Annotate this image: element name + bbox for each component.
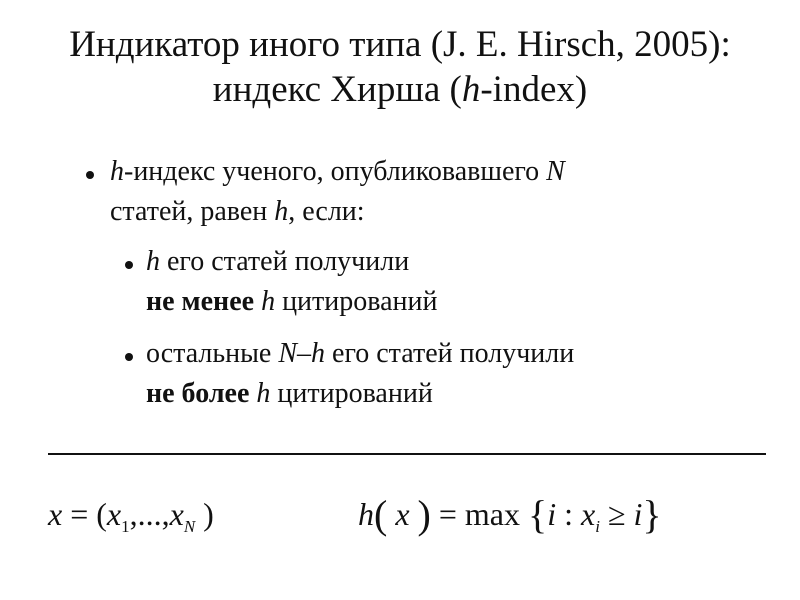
var-h: h [274,196,289,227]
formula-vector-x [48,490,214,551]
horizontal-divider [48,453,766,455]
bullet-text: , если: [288,196,365,227]
bullet-line-1 [110,152,750,192]
subscript: 1 [121,517,130,536]
subscript: N [183,517,196,536]
sub-bullet-not-less [146,242,746,322]
bullet-line-2 [110,192,750,232]
formula-symbol: ≥ [599,496,634,532]
formula-symbol: = ( [62,496,107,532]
formula-symbol: ) [195,496,214,532]
bullet-definition [110,152,750,232]
var-n-minus-h: N–h [278,338,326,369]
var-h: h [261,286,276,317]
slide-title [0,22,800,112]
sub-bullet-text: остальные [146,338,279,369]
sub-bullet-line-1 [146,242,746,282]
formula-symbol: : [556,496,581,532]
var-x: x [106,496,122,532]
var-x: x [387,496,418,532]
bullet-text: -индекс ученого, опубликовавшего [124,156,547,187]
formula-h-index [358,490,662,551]
sub-bullet-line-1 [146,334,746,374]
subscript: i [595,517,600,536]
sub-bullet-text: цитирований [275,286,438,317]
paren-right: ) [417,492,431,537]
sub-bullet-icon [125,353,133,361]
sub-bullet-line-2 [146,282,746,322]
title-line-2 [0,67,800,112]
brace-left: { [528,492,548,537]
sub-bullet-text: его статей получили [160,246,410,277]
title-h-italic: h [461,69,481,110]
var-h: h [146,246,160,277]
sub-bullet-icon [125,261,133,269]
brace-right: } [642,492,662,537]
var-n: N [546,156,565,187]
bullet-icon [86,171,94,179]
title-text-end: -index) [480,69,588,110]
var-i: i [547,496,557,532]
bold-text: не более [146,378,250,409]
bullet-text: статей, равен [110,196,275,227]
formula-symbol: = max [430,496,528,532]
bold-text: не менее [146,286,255,317]
sub-bullet-line-2 [146,374,746,414]
title-text: индекс Хирша ( [212,69,462,110]
var-i: i [633,496,643,532]
var-h: h [110,156,124,187]
sub-bullet-text: его статей получили [325,338,575,369]
formula-symbol: ,..., [129,496,170,532]
var-h: h [256,378,271,409]
paren-left: ( [374,492,388,537]
var-h: h [358,496,374,532]
title-line-1: Индикатор иного типа (J. E. Hirsch, 2005): [69,24,731,65]
var-x: x [48,496,63,532]
var-x: x [169,496,184,532]
var-x: x [580,496,596,532]
sub-bullet-not-more [146,334,746,414]
sub-bullet-text: цитирований [270,378,433,409]
